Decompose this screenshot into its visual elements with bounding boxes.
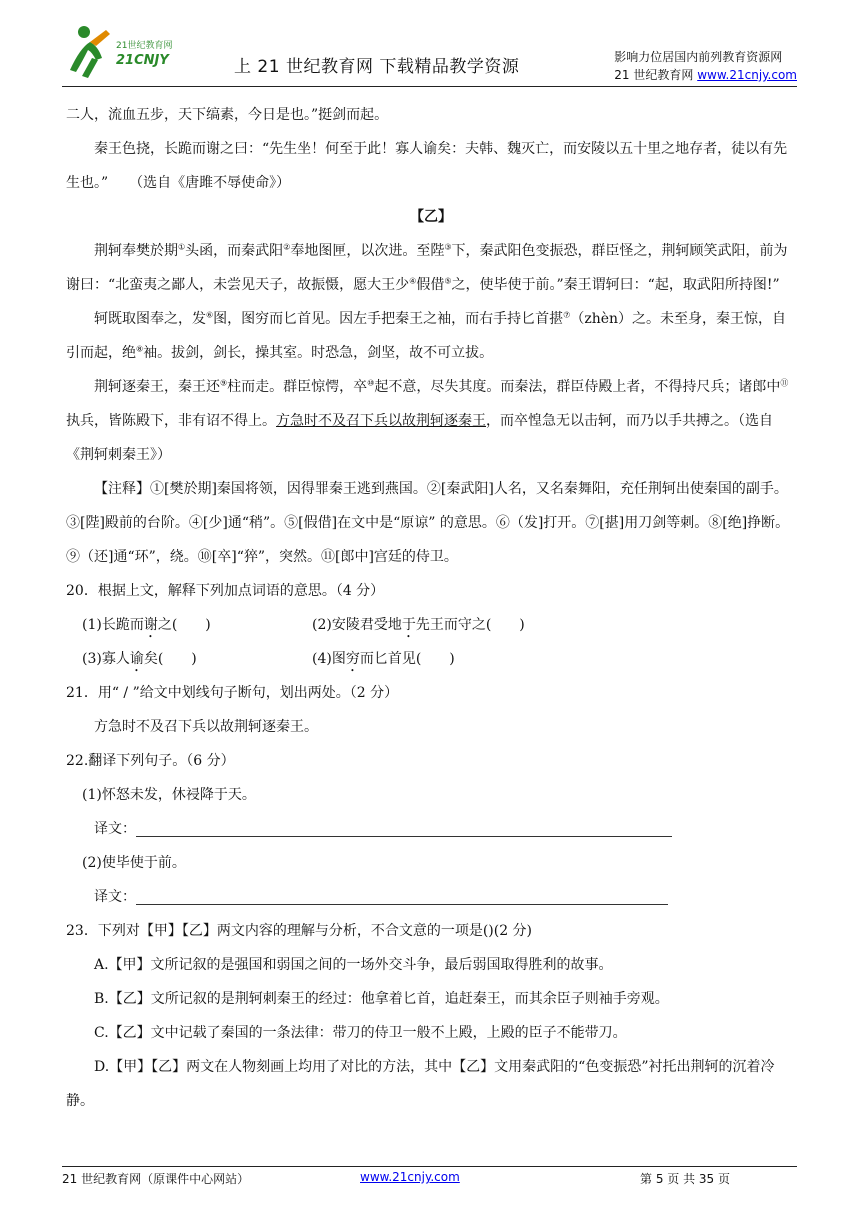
- q22-sentence-2: (2)使毕使于前。: [82, 855, 186, 871]
- document-body: [66, 98, 796, 1118]
- footer-left: 21 世纪教育网（原课件中心网站）: [62, 1172, 250, 1186]
- header-slogan: 影响力位居国内前列教育资源网: [614, 50, 783, 64]
- q22-answer-2: 译文：: [66, 880, 796, 914]
- q20-row: [66, 608, 796, 642]
- header-divider: [62, 86, 797, 87]
- q20-item: (4)图穷而匕首见( ): [312, 651, 455, 667]
- svg-text:21世纪教育网: 21世纪教育网: [116, 41, 173, 51]
- site-logo: [62, 18, 182, 82]
- q23-option-c: C.【乙】文中记载了秦国的一条法律：带刀的侍卫一般不上殿，上殿的臣子不能带刀。: [94, 1025, 627, 1041]
- q22-answer-1: 译文：: [66, 812, 796, 846]
- q23-option-b: B.【乙】文所记叙的是荆轲刺秦王的经过：他拿着匕首，追赶秦王，而其余臣子则袖手旁观。: [94, 991, 669, 1007]
- question-22: 22.翻译下列句子。（6 分）: [66, 753, 235, 769]
- svg-text:21CNJY: 21CNJY: [116, 53, 169, 68]
- footer-divider: [62, 1166, 797, 1167]
- footer-link[interactable]: www.21cnjy.com: [360, 1170, 460, 1184]
- q20-row: [66, 642, 796, 676]
- q20-item: (3)寡人谕矣( ): [82, 651, 197, 667]
- header-title: 上 21 世纪教育网 下载精品教学资源: [234, 57, 520, 77]
- answer-line[interactable]: [136, 822, 672, 837]
- q23-option-a: A.【甲】文所记叙的是强国和弱国之间的一场外交斗争，最后弱国取得胜利的故事。: [94, 957, 613, 973]
- q21-sentence: 方急时不及召下兵以故荆轲逐秦王。: [94, 719, 318, 735]
- q20-item: (2)安陵君受地于先王而守之( ): [312, 617, 525, 633]
- paragraph: 二人，流血五步，天下缟素，今日是也。”挺剑而起。: [66, 107, 389, 123]
- section-title: 【乙】: [410, 209, 452, 225]
- q22-sentence-1: (1)怀怒未发，休祲降于天。: [82, 787, 256, 803]
- paragraph: 秦王色挠，长跪而谢之曰：“先生坐！何至于此！寡人谕矣：夫韩、魏灭亡，而安陵以五十里之地存者，徒以有先生也。” （选自《唐雎不辱使命》）: [66, 141, 788, 191]
- header-site-link[interactable]: www.21cnjy.com: [697, 68, 797, 82]
- q23-option-d: D.【甲】【乙】两文在人物刻画上均用了对比的方法，其中【乙】文用秦武阳的“色变振恐”衬托出荆轲的沉着冷静。: [66, 1059, 775, 1109]
- answer-line[interactable]: [136, 890, 668, 905]
- page-header: [62, 18, 797, 84]
- paragraph: 荆轲逐秦王，秦王还⑨柱而走。群臣惊愕，卒⑩起不意，尽失其度。而秦法，群臣侍殿上者，不得持尺兵；诸郎中⑪执兵，皆陈殿下，非有诏不得上。方急时不及召下兵以故荆轲逐秦王，而卒惶急无以击轲，而乃以手共搏之。（选自《荆轲刺秦王》）: [66, 378, 789, 463]
- page-number: 第 5 页 共 35 页: [640, 1172, 730, 1186]
- underlined-sentence: 方急时不及召下兵以故荆轲逐秦王: [276, 413, 486, 429]
- header-right: [614, 48, 797, 84]
- question-20: 20．根据上文，解释下列加点词语的意思。（4 分）: [66, 583, 385, 599]
- question-23: 23．下列对【甲】【乙】两文内容的理解与分析，不合文意的一项是()(2 分): [66, 923, 533, 939]
- question-21: 21．用“ / ”给文中划线句子断句，划出两处。（2 分）: [66, 685, 399, 701]
- q20-item: (1)长跪而谢之( ): [82, 617, 211, 633]
- paragraph: 轲既取图奉之，发⑥图，图穷而匕首见。因左手把秦王之袖，而右手持匕首揕⑦（zhèn）之。未至身，秦王惊，自引而起，绝⑧袖。拔剑，剑长，操其室。时恐急，剑坚，故不可立拔。: [66, 310, 787, 361]
- header-site: 21 世纪教育网 www.21cnjy.com: [614, 68, 797, 82]
- paragraph: 荆轲奉樊於期①头函，而秦武阳②奉地图匣，以次进。至陛③下，秦武阳色变振恐，群臣怪之，荆轲顾笑武阳，前为谢曰：“北蛮夷之鄙人，未尝见天子，故振慑，愿大王少④假借⑤之，使毕使于前。”秦王谓轲曰：“起，取武阳所持图!”: [66, 242, 788, 293]
- annotation: 【注释】①[樊於期]秦国将领，因得罪秦王逃到燕国。②[秦武阳]人名，又名秦舞阳，充任荆轲出使秦国的副手。③[陛]殿前的台阶。④[少]通“稍”。⑤[假借]在文中是“原谅” 的意思。⑥（发]打开。⑦[揕]用刀剑等刺。⑧[绝]挣断。⑨（还]通“环”，绕。⑩[卒]“猝”，突然。⑪[郎中]宫廷的侍卫。: [66, 481, 790, 565]
